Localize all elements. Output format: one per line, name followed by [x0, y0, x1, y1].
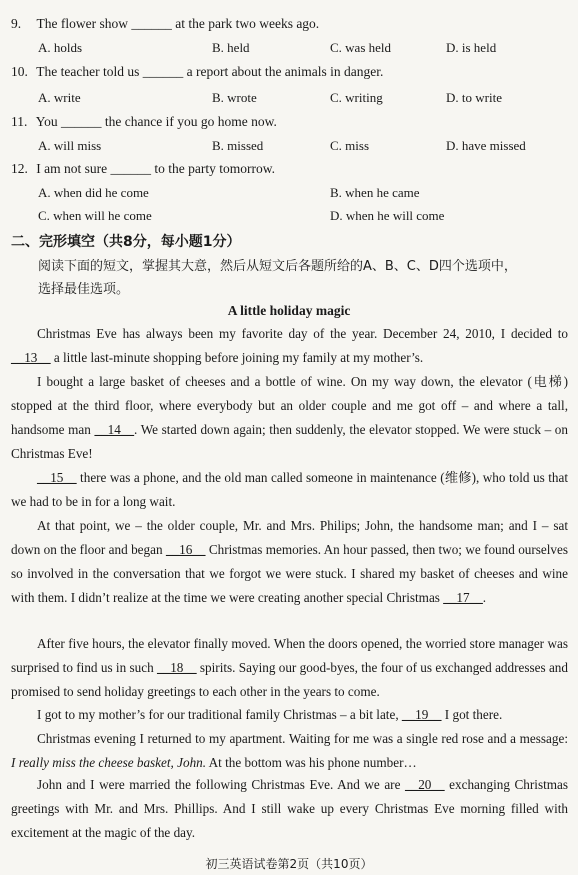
section-instruction: 选择最佳选项。	[38, 282, 130, 297]
passage-paragraph: After five hours, the elevator finally moved. When the doors opened, the worried store manager was surprised to find us in such __18__ spirits. Saying our good-byes, the four of us exchanged addresses and promised to send holiday greetings to each other in the years to come.	[11, 636, 568, 699]
passage-paragraph: I bought a large basket of cheeses and a bottle of wine. On my way down, the elevator (电梯) stopped at the third floor, where everybody but an older couple and me got off – and where a tall, handsome man __14__. We started down again; then suddenly, the elevator stopped. We were stuck – on Christmas Eve!	[11, 374, 568, 461]
question-number: 12.	[11, 161, 28, 176]
option: B. wrote	[212, 90, 257, 105]
question-11	[11, 114, 277, 130]
question-stem: I am not sure	[36, 161, 108, 176]
cloze-blank-16: __16__	[165, 542, 206, 557]
option: D. is held	[446, 40, 497, 55]
cloze-blank-14: __14__	[94, 422, 135, 437]
option: C. writing	[330, 90, 383, 105]
passage-paragraph: I got to my mother’s for our traditional family Christmas – a bit late, __19__ I got there.	[37, 707, 503, 722]
option: D. have missed	[446, 138, 526, 153]
section-instruction: 阅读下面的短文，掌握其大意，然后从短文后各题所给的A、B、C、D四个选项中，	[38, 259, 517, 274]
page-footer: 初三英语试卷第2页（共10页）	[205, 857, 373, 871]
question-number: 11.	[11, 114, 28, 129]
cloze-blank-18: __18__	[157, 660, 197, 675]
question-12	[11, 161, 275, 177]
passage-paragraph: Christmas Eve has always been my favorite day of the year. December 24, 2010, I decided to __13__ a little last-minute shopping before joining my family at my mother’s.	[11, 326, 568, 365]
question-number: 9.	[11, 16, 22, 31]
cloze-blank-20: __20__	[405, 777, 445, 792]
cloze-blank-13: __13__	[11, 350, 51, 365]
answer-blank: ______	[110, 161, 151, 176]
question-stem: The flower show	[36, 16, 128, 31]
passage-paragraph: At that point, we – the older couple, Mr. and Mrs. Philips; John, the handsome man; and I – sat down on the floor and began __16__ Christmas memories. An hour passed, then two; we found ourselves so involved in the conversation that we forgot we were stuck. I shared my basket of cheeses and wine with them. I didn’t realize at the time we were creating another special Christmas __17__.	[11, 518, 568, 605]
question-stem: a report about the animals in danger.	[186, 64, 384, 79]
option: A. write	[38, 90, 81, 105]
option: C. miss	[330, 138, 370, 153]
passage-paragraph: Christmas evening I returned to my apartment. Waiting for me was a single red rose and a message: I really miss the cheese basket, John. At the bottom was his phone number…	[11, 731, 568, 770]
question-10	[11, 64, 383, 80]
answer-blank: ______	[142, 64, 184, 79]
passage-paragraph: __15__ there was a phone, and the old man called someone in maintenance (维修), who told us that we had to be in for a long wait.	[11, 470, 568, 509]
cloze-blank-15: __15__	[37, 470, 77, 485]
option: D. when he will come	[330, 208, 445, 223]
option: A. will miss	[38, 138, 102, 153]
section-heading: 二、完形填空（共8分，每小题1分）	[11, 234, 241, 250]
cloze-blank-17: __17__	[443, 590, 483, 605]
option: A. holds	[38, 40, 83, 55]
question-stem: to the party tomorrow.	[154, 161, 275, 176]
option: B. when he came	[330, 185, 420, 200]
question-stem: You	[35, 114, 58, 129]
option: B. held	[212, 40, 250, 55]
passage-paragraph: John and I were married the following Christmas Eve. And we are __20__ exchanging Christmas greetings with Mr. and Mrs. Phillips. And I still wake up every Christmas Eve morning filled with excitement at the magic of the day.	[11, 777, 568, 840]
question-9	[11, 16, 319, 32]
cloze-blank-19: __19__	[401, 707, 442, 722]
answer-blank: ______	[131, 16, 172, 31]
answer-blank: ______	[61, 114, 102, 129]
passage-title: A little holiday magic	[227, 303, 351, 318]
option: C. was held	[330, 40, 392, 55]
option: D. to write	[446, 90, 502, 105]
question-stem: at the park two weeks ago.	[175, 16, 320, 31]
option: B. missed	[212, 138, 264, 153]
option: A. when did he come	[38, 185, 149, 200]
question-stem: the chance if you go home now.	[104, 114, 277, 129]
option: C. when will he come	[38, 208, 152, 223]
question-stem: The teacher told us	[36, 64, 140, 79]
question-number: 10.	[11, 64, 28, 79]
